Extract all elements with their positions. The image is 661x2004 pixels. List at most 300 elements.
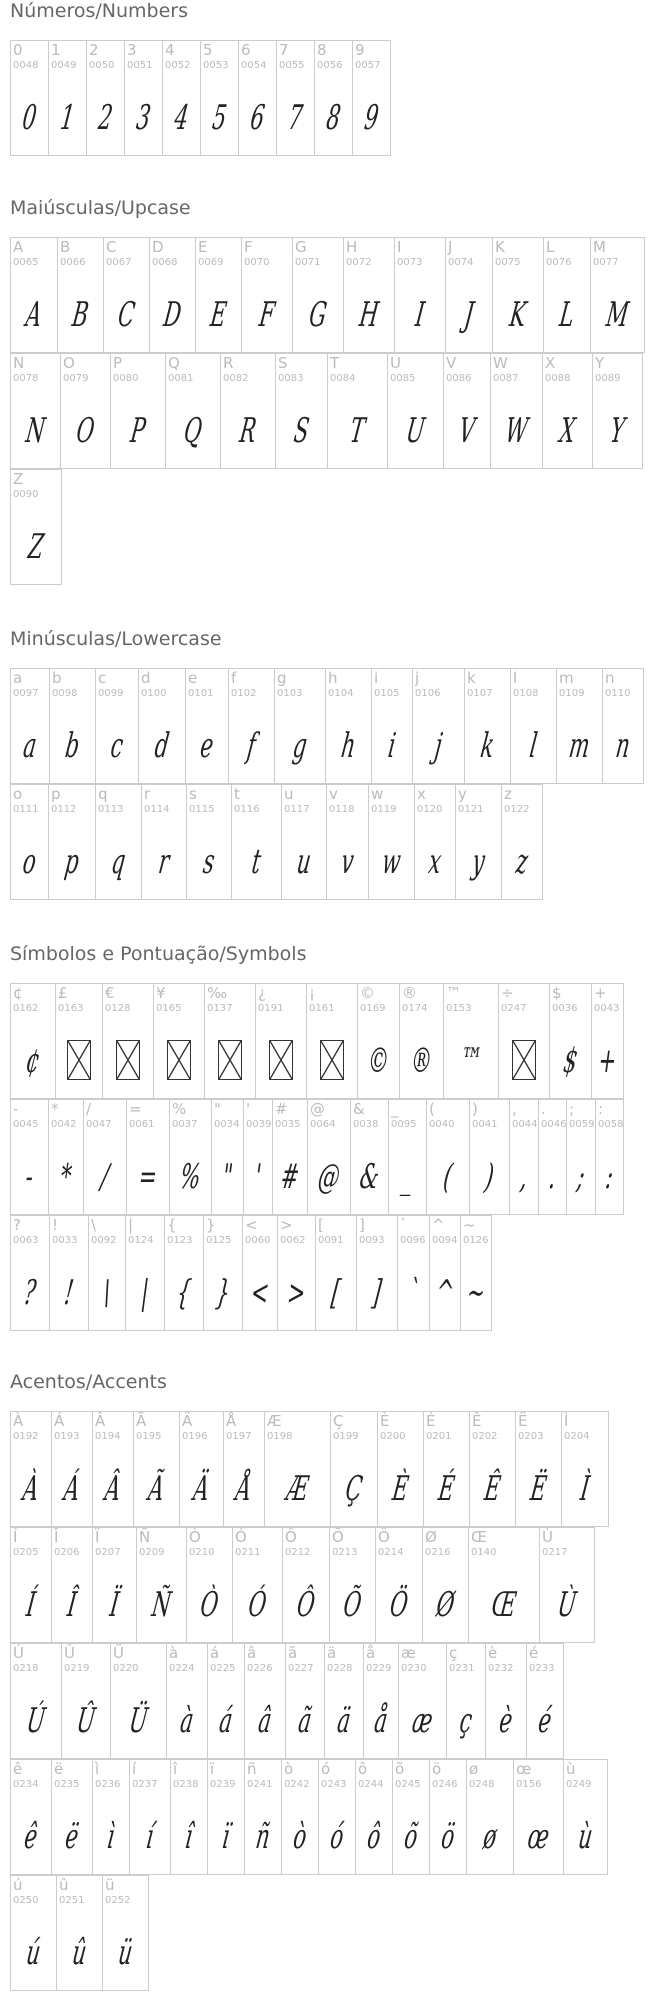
glyph-code-label: 0230 [401, 1663, 427, 1674]
glyph-code-label: 0235 [54, 1779, 80, 1790]
glyph-character-label: ( [429, 1100, 435, 1118]
glyph-character-label: Ø [425, 1528, 437, 1546]
glyph-character-label: Z [13, 470, 24, 488]
glyph-cell [207, 1759, 245, 1875]
glyph-code-label: 0111 [13, 804, 39, 815]
glyph-code-label: 0042 [51, 1119, 77, 1130]
glyph-preview: È [390, 1469, 411, 1509]
glyph-code-label: 0038 [353, 1119, 379, 1130]
glyph-preview: 9 [362, 98, 381, 138]
glyph-character-label: # [275, 1100, 288, 1118]
glyph-preview: t [249, 842, 264, 882]
glyph-cell [56, 1875, 103, 1991]
glyph-preview: q [109, 842, 128, 882]
glyph-character-label: H [346, 238, 358, 256]
glyph-cell [228, 668, 275, 784]
glyph-character-label: ü [105, 1876, 115, 1894]
glyph-row [10, 469, 61, 585]
glyph-cell [446, 1643, 486, 1759]
glyph-code-label: 0047 [86, 1119, 112, 1130]
glyph-character-label: E [198, 238, 208, 256]
glyph-cell [92, 1527, 137, 1643]
glyph-preview: y [469, 842, 488, 882]
glyph-code-label: 0195 [136, 1431, 162, 1442]
glyph-code-label: 0040 [429, 1119, 455, 1130]
glyph-character-label: Œ [471, 1528, 488, 1546]
glyph-code-label: 0069 [198, 257, 224, 268]
glyph-character-label: 1 [51, 41, 61, 59]
glyph-cell [92, 1411, 134, 1527]
glyph-cell [255, 983, 307, 1099]
glyph-cell [325, 668, 372, 784]
glyph-code-label: 0205 [13, 1547, 39, 1558]
glyph-preview: R [237, 411, 259, 451]
glyph-preview: J [462, 295, 476, 335]
glyph-cell [149, 237, 196, 353]
glyph-character-label: ? [13, 1216, 21, 1234]
glyph-code-label: 0061 [129, 1119, 155, 1130]
glyph-preview: Ú [24, 1701, 48, 1741]
glyph-code-label: 0095 [391, 1119, 417, 1130]
glyph-character-label: $ [552, 984, 562, 1002]
glyph-cell [591, 983, 624, 1099]
glyph-preview: ® [408, 1041, 435, 1081]
glyph-preview: Œ [489, 1585, 519, 1625]
glyph-cell [590, 237, 645, 353]
glyph-character-label: Ê [472, 1412, 482, 1430]
glyph-cell [207, 1643, 245, 1759]
glyph-cell [460, 1215, 492, 1331]
glyph-character-label: Ñ [139, 1528, 151, 1546]
glyph-cell [318, 1759, 356, 1875]
glyph-code-label: 0163 [58, 1003, 84, 1014]
glyph-preview: à [178, 1701, 196, 1741]
glyph-character-label: K [495, 238, 505, 256]
glyph-code-label: 0058 [598, 1119, 624, 1130]
glyph-cell [350, 1099, 389, 1215]
glyph-preview: O [74, 411, 97, 451]
glyph-preview: É [436, 1469, 457, 1509]
glyph-character-label: Ô [285, 1528, 297, 1546]
glyph-code-label: 0097 [13, 688, 39, 699]
glyph-code-label: 0227 [288, 1663, 314, 1674]
glyph-code-label: 0099 [98, 688, 124, 699]
glyph-code-label: 0247 [501, 1003, 527, 1014]
glyph-code-label: 0054 [241, 60, 267, 71]
glyph-cell [102, 983, 154, 1099]
glyph-character-label: ø [469, 1760, 479, 1778]
glyph-row [10, 1099, 623, 1215]
glyph-code-label: 0118 [329, 804, 355, 815]
glyph-character-label: m [559, 669, 574, 687]
glyph-code-label: 0226 [247, 1663, 273, 1674]
glyph-cell [51, 1527, 93, 1643]
glyph-cell [55, 983, 103, 1099]
glyph-character-label: : [598, 1100, 604, 1118]
section-title: Minúsculas/Lowercase [10, 628, 222, 650]
glyph-cell [326, 784, 369, 900]
glyph-code-label: 0055 [279, 60, 305, 71]
glyph-code-label: 0239 [210, 1779, 236, 1790]
glyph-preview: u [294, 842, 314, 882]
glyph-code-label: 0216 [425, 1547, 451, 1558]
glyph-preview: l [527, 726, 540, 766]
glyph-code-label: 0248 [469, 1779, 495, 1790]
glyph-code-label: 0199 [333, 1431, 359, 1442]
glyph-cell [10, 983, 56, 1099]
glyph-code-label: 0092 [91, 1235, 117, 1246]
glyph-character-label: p [51, 785, 61, 803]
glyph-code-label: 0224 [169, 1663, 195, 1674]
glyph-preview: H [357, 295, 381, 335]
glyph-character-label: ‰ [207, 984, 228, 1002]
glyph-character-label: ö [432, 1760, 442, 1778]
glyph-preview: c [108, 726, 126, 766]
glyph-character-label: â [247, 1644, 257, 1662]
glyph-preview: Y [607, 411, 628, 451]
glyph-cell [563, 1759, 608, 1875]
glyph-character-label: D [152, 238, 164, 256]
glyph-code-label: 0094 [432, 1235, 458, 1246]
glyph-character-label: Å [226, 1412, 237, 1430]
glyph-character-label: a [13, 669, 23, 687]
glyph-preview: 5 [210, 98, 229, 138]
glyph-code-label: 0193 [54, 1431, 80, 1442]
glyph-preview: Æ [284, 1469, 311, 1509]
glyph-preview: Ò [198, 1585, 221, 1625]
glyph-character-label: ¿ [258, 984, 266, 1002]
glyph-code-label: 0053 [203, 60, 229, 71]
glyph-cell [368, 784, 415, 900]
glyph-code-label: 0086 [446, 373, 472, 384]
glyph-cell [468, 1527, 540, 1643]
glyph-preview: Á [61, 1469, 83, 1509]
glyph-character-label: ê [13, 1760, 23, 1778]
glyph-preview: Î [65, 1585, 79, 1625]
glyph-preview: é [536, 1701, 554, 1741]
glyph-cell [392, 1759, 430, 1875]
glyph-character-label: ò [284, 1760, 294, 1778]
glyph-code-label: 0109 [559, 688, 585, 699]
glyph-code-label: 0070 [244, 257, 270, 268]
glyph-preview: } [213, 1273, 233, 1313]
glyph-preview: d [152, 726, 172, 766]
glyph-preview: X [557, 411, 578, 451]
glyph-preview: æ [409, 1701, 436, 1741]
glyph-preview: Ö [387, 1585, 411, 1625]
glyph-code-label: 0244 [358, 1779, 384, 1790]
glyph-code-label: 0117 [284, 804, 310, 815]
glyph-preview: ù [576, 1817, 595, 1857]
glyph-character-label: € [105, 984, 115, 1002]
glyph-cell [164, 1215, 204, 1331]
glyph-character-label: ù [566, 1760, 576, 1778]
glyph-character-label: G [295, 238, 307, 256]
glyph-code-label: 0192 [13, 1431, 39, 1442]
glyph-character-label: Ù [542, 1528, 553, 1546]
glyph-code-label: 0228 [327, 1663, 353, 1674]
glyph-character-label: d [141, 669, 151, 687]
section-title: Acentos/Accents [10, 1371, 167, 1393]
glyph-cell [241, 237, 293, 353]
glyph-cell [110, 1643, 167, 1759]
glyph-code-label: 0052 [165, 60, 191, 71]
glyph-cell [110, 353, 166, 469]
glyph-cell [357, 983, 400, 1099]
glyph-character-label: £ [58, 984, 68, 1002]
glyph-code-label: 0250 [13, 1895, 39, 1906]
glyph-cell [95, 668, 139, 784]
glyph-character-label: Ç [333, 1412, 344, 1430]
glyph-character-label: á [210, 1644, 220, 1662]
glyph-preview: ~ [464, 1273, 488, 1313]
glyph-code-label: 0081 [168, 373, 194, 384]
glyph-code-label: 0207 [95, 1547, 121, 1558]
glyph-code-label: 0068 [152, 257, 178, 268]
glyph-code-label: 0122 [504, 804, 530, 815]
glyph-code-label: 0201 [426, 1431, 452, 1442]
glyph-cell [371, 668, 413, 784]
glyph-preview: â [256, 1701, 274, 1741]
glyph-preview: w [379, 842, 404, 882]
glyph-cell [169, 1099, 212, 1215]
glyph-cell [592, 353, 643, 469]
glyph-cell [51, 1411, 93, 1527]
glyph-cell [203, 1215, 243, 1331]
glyph-cell [387, 353, 444, 469]
glyph-code-label: 0033 [52, 1235, 78, 1246]
glyph-character-label: h [328, 669, 338, 687]
glyph-preview: Ã [146, 1469, 167, 1509]
glyph-cell [88, 1215, 126, 1331]
glyph-cell [238, 40, 277, 156]
glyph-code-label: 0231 [449, 1663, 475, 1674]
glyph-code-label: 0241 [247, 1779, 273, 1790]
glyph-character-label: - [13, 1100, 19, 1118]
glyph-character-label: é [529, 1644, 539, 1662]
glyph-character-label: r [144, 785, 151, 803]
glyph-preview: o [20, 842, 39, 882]
glyph-code-label: 0174 [402, 1003, 428, 1014]
glyph-character-label: 4 [165, 41, 175, 59]
glyph-cell [543, 237, 591, 353]
glyph-preview: , [518, 1157, 530, 1197]
glyph-character-label: Ä [182, 1412, 193, 1430]
glyph-cell [363, 1643, 399, 1759]
glyph-character-label: È [380, 1412, 390, 1430]
glyph-code-label: 0067 [106, 257, 132, 268]
glyph-cell [315, 1215, 357, 1331]
glyph-code-label: 0056 [317, 60, 343, 71]
glyph-cell [542, 353, 593, 469]
section-title: Números/Numbers [10, 0, 188, 22]
glyph-character-label: 7 [279, 41, 289, 59]
glyph-preview: è [497, 1701, 515, 1741]
glyph-character-label: % [172, 1100, 187, 1118]
glyph-cell [170, 1759, 208, 1875]
glyph-character-label: t [234, 785, 240, 803]
glyph-cell [443, 353, 491, 469]
glyph-preview: { [174, 1273, 194, 1313]
glyph-code-label: 0116 [234, 804, 260, 815]
glyph-cell [277, 1215, 316, 1331]
glyph-character-label: & [353, 1100, 365, 1118]
glyph-cell [10, 1099, 49, 1215]
glyph-character-label: Ï [95, 1528, 100, 1546]
glyph-code-label: 0191 [258, 1003, 284, 1014]
glyph-character-label: © [360, 984, 375, 1002]
glyph-cell [414, 784, 456, 900]
glyph-character-label: Á [54, 1412, 65, 1430]
glyph-cell [327, 353, 388, 469]
glyph-code-label: 0113 [98, 804, 124, 815]
glyph-character-label: T [330, 354, 340, 372]
glyph-preview: ú [24, 1933, 43, 1973]
glyph-character-label: | [128, 1216, 134, 1234]
glyph-code-label: 0098 [52, 688, 78, 699]
glyph-code-label: 0087 [493, 373, 519, 384]
glyph-cell [10, 237, 58, 353]
glyph-cell [595, 1099, 624, 1215]
glyph-code-label: 0236 [95, 1779, 121, 1790]
glyph-preview: e [198, 726, 216, 766]
glyph-code-label: 0234 [13, 1779, 39, 1790]
glyph-cell [561, 1411, 609, 1527]
glyph-row [10, 1643, 563, 1759]
glyph-preview: F [257, 295, 277, 335]
glyph-cell [138, 668, 186, 784]
glyph-code-label: 0065 [13, 257, 39, 268]
glyph-character-label: e [188, 669, 198, 687]
glyph-preview: Ñ [149, 1585, 174, 1625]
glyph-preview: Â [102, 1469, 124, 1509]
glyph-preview: ) [482, 1157, 497, 1197]
glyph-cell [195, 237, 242, 353]
glyph-character-label: [ [318, 1216, 324, 1234]
glyph-code-label: 0245 [395, 1779, 421, 1790]
glyph-character-label: ï [210, 1760, 215, 1778]
glyph-cell [185, 668, 229, 784]
glyph-cell [399, 983, 444, 1099]
glyph-preview: E [208, 295, 229, 335]
glyph-preview: Ä [191, 1469, 212, 1509]
glyph-preview: A [23, 295, 45, 335]
glyph-code-label: 0048 [13, 60, 39, 71]
glyph-preview: * [58, 1157, 74, 1197]
glyph-cell [220, 353, 276, 469]
glyph-cell [281, 1759, 319, 1875]
glyph-character-label: u [284, 785, 294, 803]
glyph-character-label: I [397, 238, 402, 256]
glyph-code-label: 0076 [546, 257, 572, 268]
glyph-character-label: ¡ [309, 984, 316, 1002]
glyph-cell [397, 1215, 430, 1331]
glyph-cell [103, 237, 150, 353]
glyph-preview: ë [63, 1817, 81, 1857]
glyph-character-label: z [504, 785, 512, 803]
glyph-character-label: B [60, 238, 71, 256]
glyph-code-label: 0210 [189, 1547, 215, 1558]
glyph-character-label: , [512, 1100, 517, 1118]
glyph-code-label: 0140 [471, 1547, 497, 1558]
glyph-preview: 8 [324, 98, 343, 138]
glyph-code-label: 0165 [156, 1003, 182, 1014]
glyph-code-label: 0103 [277, 688, 303, 699]
glyph-character-label: í [132, 1760, 137, 1778]
glyph-character-label: Ã [136, 1412, 147, 1430]
glyph-character-label: . [541, 1100, 546, 1118]
glyph-character-label: 5 [203, 41, 213, 59]
glyph-cell [398, 1643, 447, 1759]
glyph-code-label: 0091 [318, 1235, 344, 1246]
glyph-preview: Ù [555, 1585, 579, 1625]
glyph-character-label: L [546, 238, 555, 256]
glyph-cell [49, 1215, 89, 1331]
glyph-code-label: 0217 [542, 1547, 568, 1558]
glyph-character-label: \ [91, 1216, 97, 1234]
glyph-cell [466, 1759, 514, 1875]
glyph-preview: ä [335, 1701, 353, 1741]
glyph-preview: ^ [433, 1273, 457, 1313]
glyph-preview: + [596, 1041, 619, 1081]
glyph-preview: ó [328, 1817, 346, 1857]
glyph-character-label: ; [569, 1100, 575, 1118]
glyph-character-label: U [390, 354, 401, 372]
glyph-preview: ò [291, 1817, 309, 1857]
glyph-character-label: q [98, 785, 108, 803]
glyph-cell [329, 1527, 376, 1643]
glyph-code-label: 0169 [360, 1003, 386, 1014]
glyph-cell [186, 1527, 233, 1643]
glyph-code-label: 0043 [594, 1003, 620, 1014]
glyph-cell [48, 784, 96, 900]
glyph-row [10, 784, 542, 900]
glyph-preview: < [248, 1273, 272, 1313]
glyph-row [10, 40, 390, 156]
glyph-character-label: 2 [89, 41, 99, 59]
glyph-cell [272, 1099, 308, 1215]
glyph-preview: N [23, 411, 48, 451]
glyph-code-label: 0114 [144, 804, 170, 815]
glyph-character-label: ú [13, 1876, 23, 1894]
glyph-character-label: ÷ [501, 984, 514, 1002]
glyph-cell [61, 1643, 111, 1759]
glyph-code-label: 0083 [278, 373, 304, 384]
glyph-cell [412, 668, 465, 784]
glyph-character-label: ì [95, 1760, 100, 1778]
glyph-preview: ( [441, 1157, 455, 1197]
glyph-code-label: 0243 [321, 1779, 347, 1790]
glyph-code-label: 0251 [59, 1895, 85, 1906]
glyph-cell [423, 1411, 470, 1527]
glyph-cell [306, 983, 358, 1099]
glyph-character-label: Ú [13, 1644, 24, 1662]
glyph-character-label: { [167, 1216, 177, 1234]
glyph-code-label: 0108 [513, 688, 539, 699]
glyph-cell [429, 1215, 461, 1331]
glyph-cell [49, 668, 96, 784]
glyph-cell [10, 353, 61, 469]
glyph-cell [136, 1527, 187, 1643]
glyph-code-label: 0046 [541, 1119, 567, 1130]
glyph-cell [515, 1411, 562, 1527]
glyph-code-label: 0050 [89, 60, 115, 71]
glyph-preview: Z [26, 527, 46, 567]
glyph-cell [57, 237, 104, 353]
glyph-cell [10, 1215, 50, 1331]
glyph-character-label: C [106, 238, 117, 256]
glyph-code-label: 0064 [310, 1119, 336, 1130]
